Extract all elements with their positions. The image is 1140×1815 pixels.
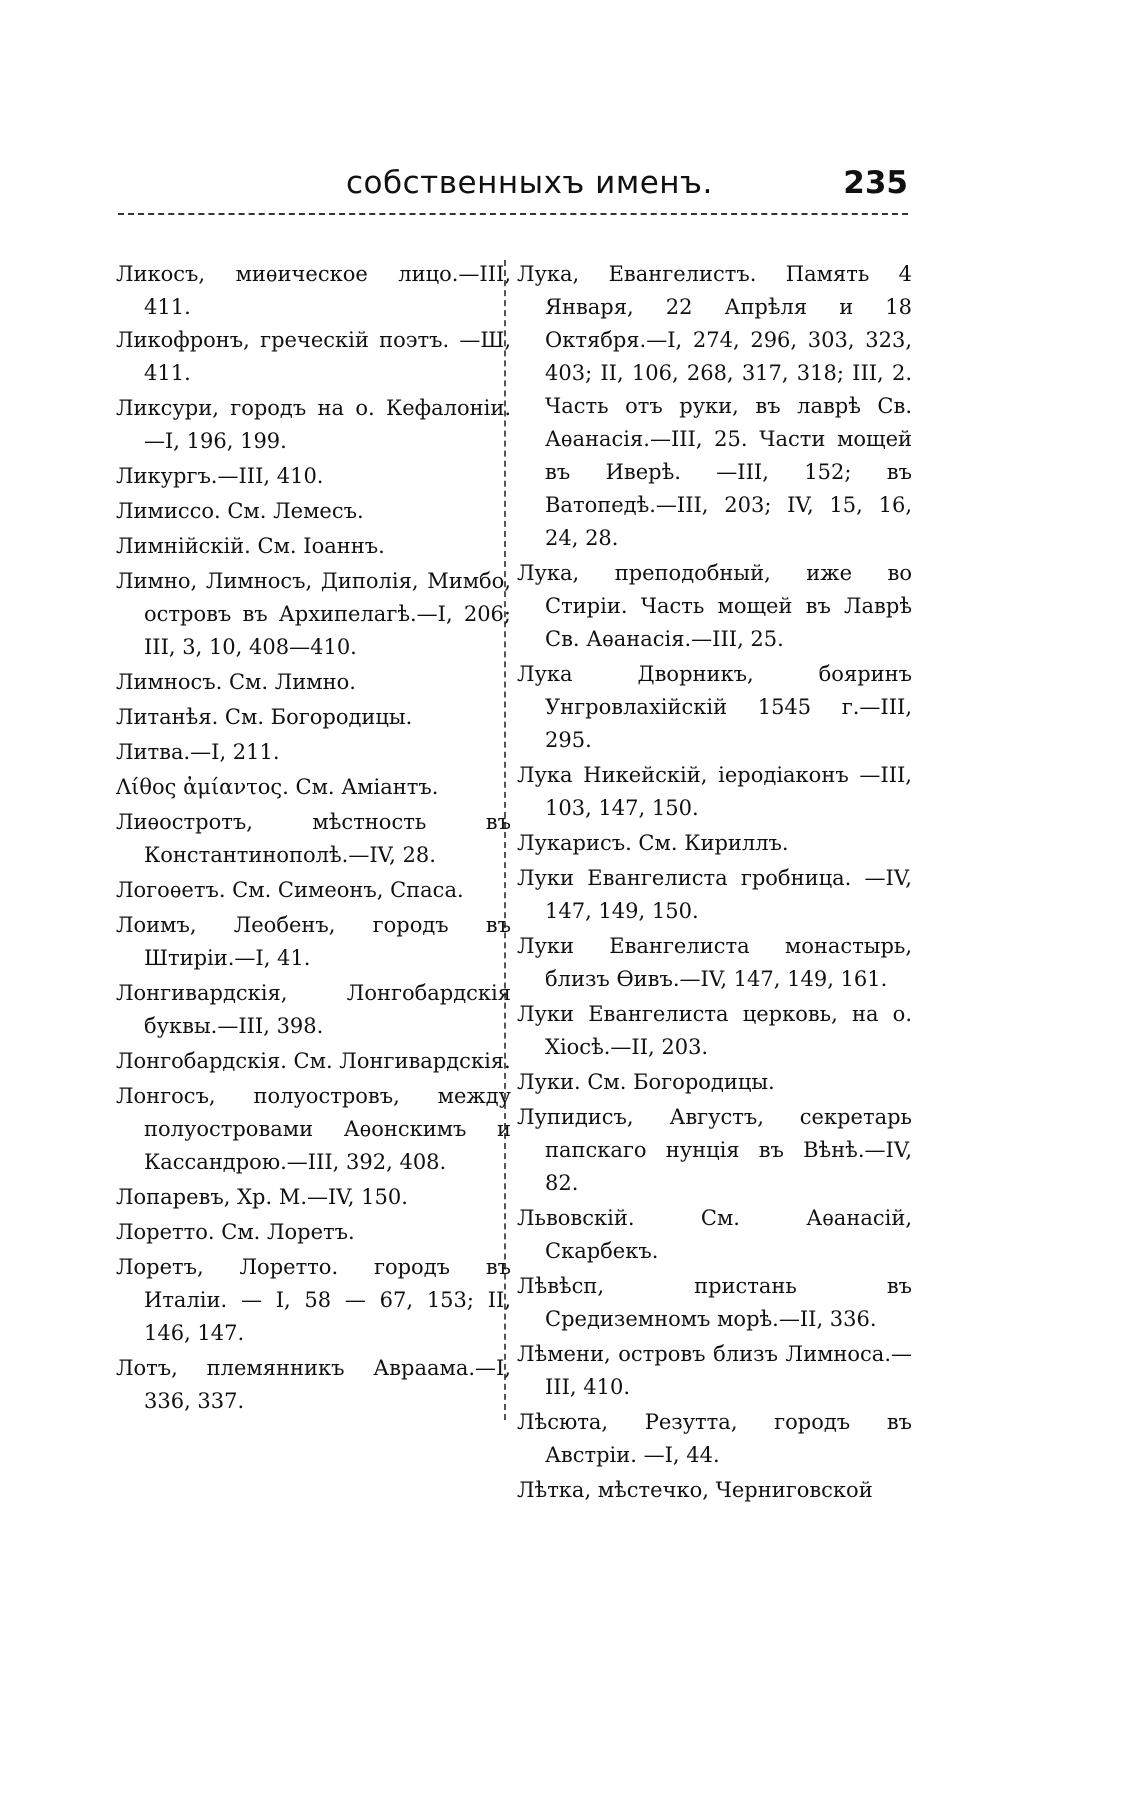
index-entry: Лимно, Лимносъ, Диполія, Мимбо, островъ въ Архипелагѣ.—I, 206; III, 3, 10, 408—410. [116, 569, 511, 659]
index-entry: Лупидисъ, Августъ, секретарь папскаго нунція въ Вѣнѣ.—IV, 82. [517, 1105, 912, 1195]
header-rule [118, 213, 908, 215]
page-number: 235 [843, 165, 908, 201]
index-entry: Луки Евангелиста монастырь, близъ Ѳивъ.—IV, 147, 149, 161. [517, 934, 912, 991]
index-entry: Лука, Евангелистъ. Память 4 Января, 22 Апрѣля и 18 Октября.—I, 274, 296, 303, 323, 403; II, 106, 268, 317, 318; III, 2. Часть отъ руки, въ лаврѣ Св. Аѳанасія.—III, 25. Части мощей въ Иверѣ. —III, 152; въ Ватопедѣ.—III, 203; IV, 15, 16, 24, 28. [517, 262, 912, 550]
index-entry: Лѣтка, мѣстечко, Черниговской [517, 1478, 873, 1502]
index-entry: Луки. См. Богородицы. [517, 1070, 775, 1094]
index-entry: Лиѳостротъ, мѣстность въ Константинополѣ.—IV, 28. [116, 810, 511, 867]
index-entry: Лоретто. См. Лоретъ. [116, 1220, 355, 1244]
index-entry: Ликсури, городъ на о. Кефалоніи.—I, 196, 199. [116, 396, 511, 453]
index-entry: Лѣмени, островъ близъ Лимноса.—III, 410. [517, 1342, 912, 1399]
index-entry: Луки Евангелиста церковь, на о. Хіосѣ.—II, 203. [517, 1002, 912, 1059]
index-entry: Лимносъ. См. Лимно. [116, 670, 356, 694]
index-entry: Луки Евангелиста гробница. —IV, 147, 149, 150. [517, 866, 912, 923]
index-entry: Литанѣя. См. Богородицы. [116, 705, 413, 729]
index-entry: Лопаревъ, Хр. М.—IV, 150. [116, 1185, 408, 1209]
index-entry: Лѣсюта, Резутта, городъ въ Австріи. —I, 44. [517, 1410, 912, 1467]
index-entry: Лука Никейскій, іеродіаконъ —III, 103, 147, 150. [517, 763, 912, 820]
index-entry: Лонгосъ, полуостровъ, между полуостровами Аѳонскимъ и Кассандрою.—III, 392, 408. [116, 1084, 511, 1174]
index-entry: Лоимъ, Леобенъ, городъ въ Штиріи.—I, 41. [116, 913, 511, 970]
running-title: собственныхъ именъ. [346, 165, 713, 201]
index-entry: Λίθος ἀμίαντος. См. Аміантъ. [116, 775, 439, 799]
index-entry: Лимнійскій. См. Іоаннъ. [116, 534, 385, 558]
index-entry: Ликургъ.—III, 410. [116, 464, 324, 488]
index-entry: Ликофронъ, греческій поэтъ. —Ш, 411. [116, 328, 511, 385]
left-column [116, 258, 511, 1420]
running-header [118, 165, 908, 217]
index-entry: Лонгивардскія, Лонгобардскія буквы.—III, 398. [116, 981, 511, 1038]
index-entry: Логоѳетъ. См. Симеонъ, Спаса. [116, 878, 464, 902]
index-entry: Лоретъ, Лоретто. городъ въ Италіи. — I, 58 — 67, 153; II, 146, 147. [116, 1255, 511, 1345]
right-column [517, 258, 912, 1509]
index-entry: Литва.—I, 211. [116, 740, 280, 764]
index-entry: Лука, преподобный, иже во Стиріи. Часть мощей въ Лаврѣ Св. Аѳанасія.—III, 25. [517, 561, 912, 651]
index-entry: Лотъ, племянникъ Авраама.—I, 336, 337. [116, 1356, 511, 1413]
index-entry: Ликосъ, миѳическое лицо.—III, 411. [116, 262, 511, 319]
index-entry: Львовскій. См. Аѳанасій, Скарбекъ. [517, 1206, 912, 1263]
index-entry: Лѣвѣсп, пристань въ Средиземномъ морѣ.—II, 336. [517, 1274, 912, 1331]
index-entry: Лукарисъ. См. Кириллъ. [517, 831, 789, 855]
index-entry: Лука Дворникъ, бояринъ Унгровлахійскій 1545 г.—III, 295. [517, 662, 912, 752]
index-entry: Лонгобардскія. См. Лонгивардскія. [116, 1049, 511, 1073]
index-entry: Лимиссо. См. Лемесъ. [116, 499, 364, 523]
